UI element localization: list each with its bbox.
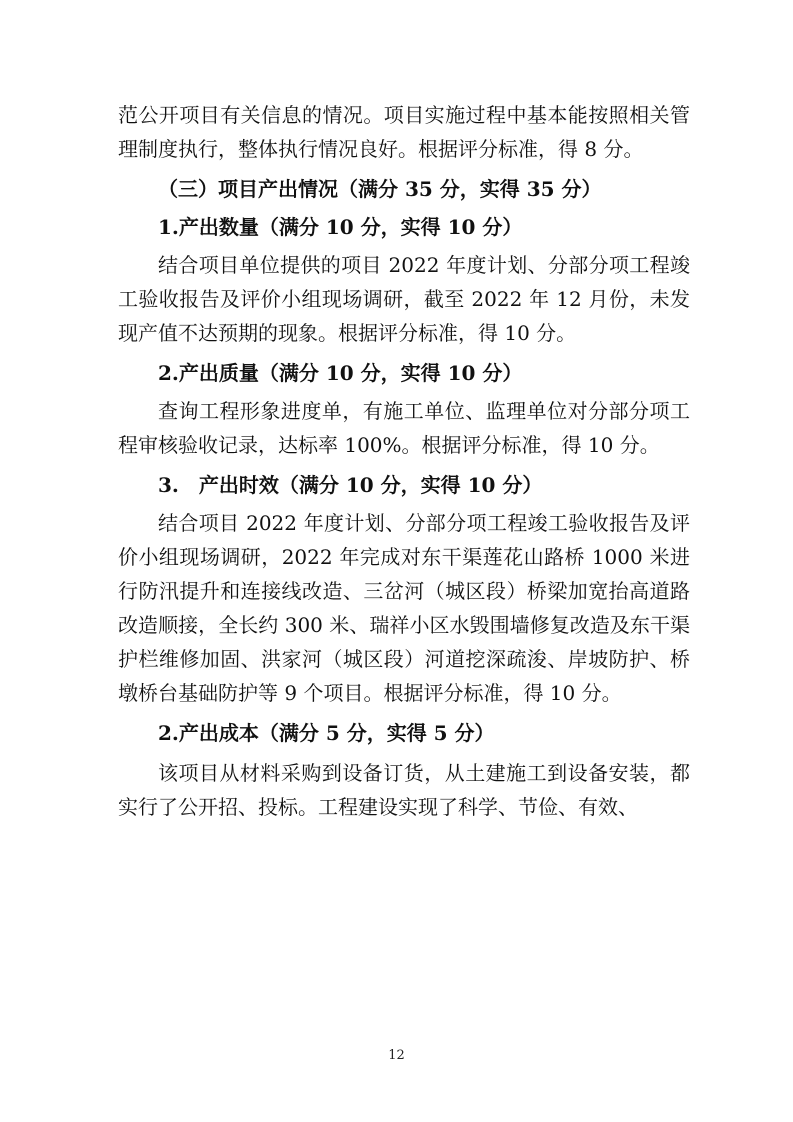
page-number: 12 [388, 1048, 405, 1063]
document-body [118, 98, 690, 824]
subheading-output-quantity: 1.产出数量（满分 10 分，实得 10 分） [158, 215, 523, 239]
subheading-output-quality: 2.产出质量（满分 10 分，实得 10 分） [158, 361, 523, 385]
subheading-output-cost: 2.产出成本（满分 5 分，实得 5 分） [158, 721, 495, 745]
paragraph-output-timeliness: 结合项目 2022 年度计划、分部分项工程竣工验收报告及评价小组现场调研，2022 年完成对东干渠莲花山路桥 1000 米进行防汛提升和连接线改造、三岔河（城区段）桥梁加宽抬高道路改造顺接，全长约 300 米、瑞祥小区水毁围墙修复改造及东干渠护栏维修加固、洪家河（城区段）河道挖深疏浚、岸坡防护、桥墩桥台基础防护等 9 个项目。根据评分标准，得 10 分。 [118, 511, 690, 705]
paragraph-output-quality: 查询工程形象进度单，有施工单位、监理单位对分部分项工程审核验收记录，达标率 100%。根据评分标准，得 10 分。 [118, 399, 690, 457]
subheading-output-timeliness: 3. 产出时效（满分 10 分，实得 10 分） [158, 473, 543, 497]
paragraph-output-cost: 该项目从材料采购到设备订货，从土建施工到设备安装，都实行了公开招、投标。工程建设实现了科学、节俭、有效、 [118, 761, 690, 819]
paragraph-output-quantity: 结合项目单位提供的项目 2022 年度计划、分部分项工程竣工验收报告及评价小组现场调研，截至 2022 年 12 月份，未发现产值不达预期的现象。根据评分标准，得 10 分。 [118, 253, 690, 345]
section-heading-output: （三）项目产出情况（满分 35 分，实得 35 分） [158, 177, 602, 201]
paragraph-continuation: 范公开项目有关信息的情况。项目实施过程中基本能按照相关管理制度执行，整体执行情况良好。根据评分标准，得 8 分。 [118, 103, 690, 161]
